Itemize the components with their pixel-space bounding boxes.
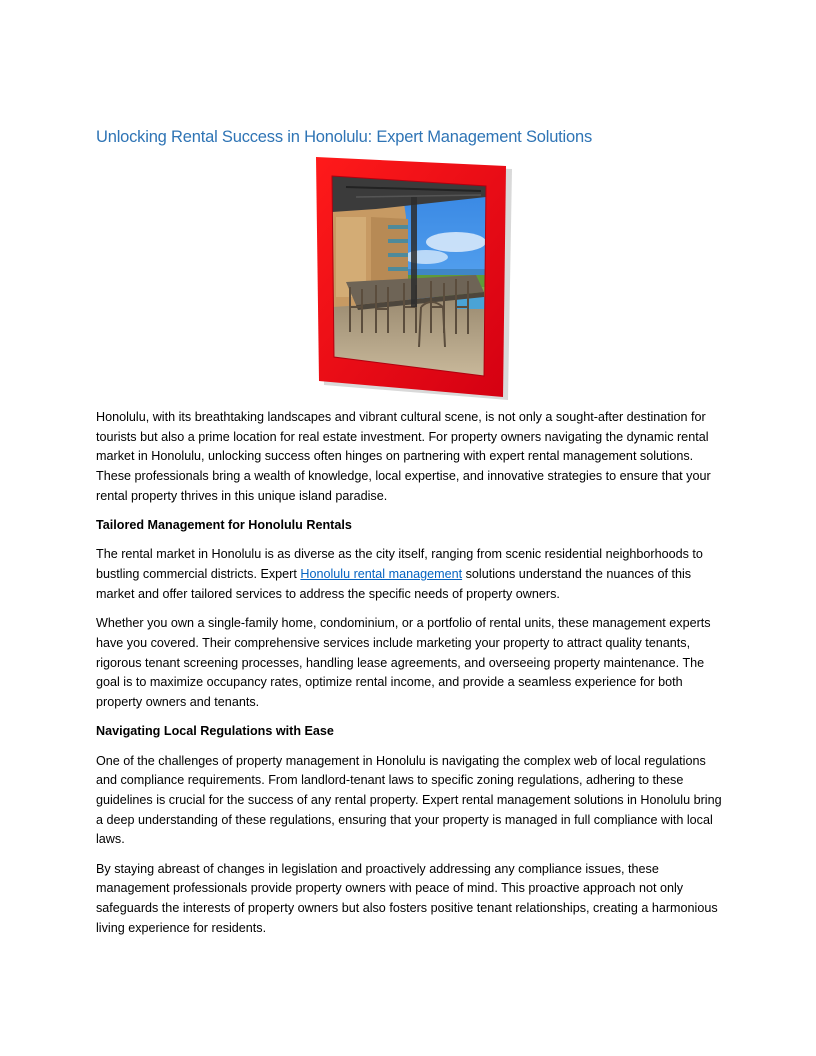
section1-paragraph-1 — [96, 545, 722, 604]
document-title: Unlocking Rental Success in Honolulu: Expert Management Solutions — [96, 128, 593, 146]
honolulu-rental-management-link[interactable]: Honolulu rental management — [300, 567, 463, 582]
section2-paragraph-2: By staying abreast of changes in legislation and proactively addressing any compliance issues, these management professionals provide property owners with peace of mind. This proactive approach not only safeguards the interests of property owners but also fosters positive tenant relationships, creating a harmonious living experience for residents. — [96, 861, 718, 935]
section1-p1-text-before: The rental market in Honolulu is as diverse as the city itself, ranging from scenic residential neighborhoods to bustling commercial districts. Expert — [96, 547, 703, 582]
section1-paragraph-2: Whether you own a single-family home, condominium, or a portfolio of rental units, these management experts have you covered. Their comprehensive services include marketing your property to attract quality tenants, rigorous tenant screening processes, handling lease agreements, and overseeing property maintenance. The goal is to maximize occupancy rates, optimize rental income, and provide a seamless experience for both property owners and tenants. — [96, 616, 711, 709]
rental-property-photo — [316, 157, 512, 401]
intro-paragraph: Honolulu, with its breathtaking landscapes and vibrant cultural scene, is not only a sought-after destination for tourists but also a prime location for real estate investment. For property owners navigating the dynamic rental market in Honolulu, unlocking success often hinges on partnering with expert rental management solutions. These professionals bring a wealth of knowledge, local expertise, and innovative strategies to ensure that your rental property thrives in this unique island paradise. — [96, 410, 711, 503]
photo-frame-graphic — [316, 157, 512, 401]
section-heading-local-regulations: Navigating Local Regulations with Ease — [96, 724, 334, 739]
section1-p1-text-after: solutions understand the nuances of this market and offer tailored services to address the specific needs of property owners. — [96, 567, 692, 601]
section-heading-tailored-management: Tailored Management for Honolulu Rentals — [96, 518, 352, 533]
section2-paragraph-1: One of the challenges of property management in Honolulu is navigating the complex web of local regulations and compliance requirements. From landlord-tenant laws to specific zoning regulations, adhering to these guidelines is crucial for the success of any rental property. Expert rental management solutions in Honolulu bring a deep understanding of these regulations, ensuring that your property is managed in full compliance with local laws. — [96, 753, 722, 847]
document-body — [96, 408, 722, 948]
